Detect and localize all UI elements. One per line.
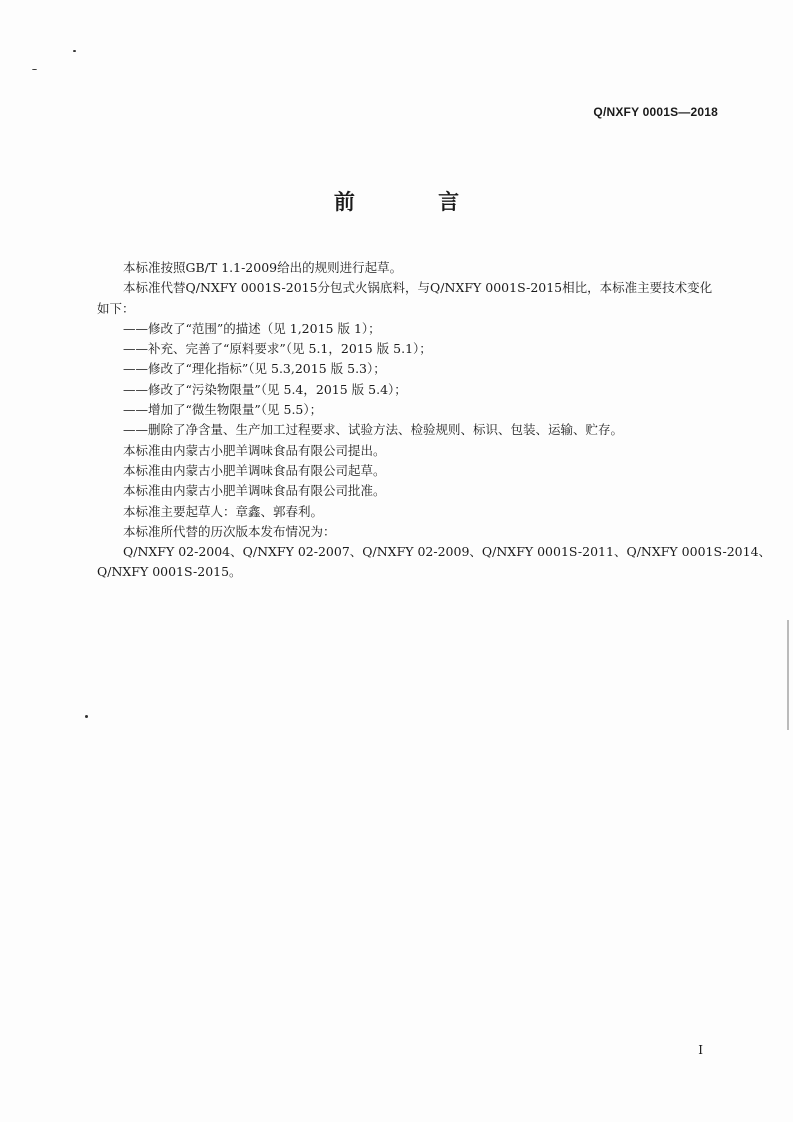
change-list-item: ——修改了“范围”的描述（见 1,2015 版 1）；: [123, 320, 381, 336]
change-list-item: ——增加了“微生物限量”（见 5.5）；: [123, 402, 323, 418]
page-number: I: [698, 1043, 703, 1057]
scan-speck: [73, 50, 76, 52]
change-list-item: ——删除了净含量、生产加工过程要求、试验方法、检验规则、标识、包装、运输、贮存。: [123, 422, 624, 438]
paragraph: 本标准所代替的历次版本发布情况为：: [123, 523, 336, 539]
paragraph: 本标准代替Q/NXFY 0001S-2015分包式火锅底料，与Q/NXFY 0001S-2015相比，本标准主要技术变化: [123, 280, 713, 296]
scan-speck: [85, 715, 88, 718]
paragraph: 本标准主要起草人：章鑫、郭春利。: [123, 503, 324, 519]
paragraph: 本标准由内蒙古小肥羊调味食品有限公司提出。: [123, 442, 386, 458]
scan-speck: [32, 69, 37, 70]
change-list-item: ——修改了“污染物限量”（见 5.4，2015 版 5.4）；: [123, 381, 407, 397]
change-list-item: ——补充、完善了“原料要求”（见 5.1，2015 版 5.1）；: [123, 341, 432, 357]
paragraph: 如下：: [97, 300, 135, 316]
foreword-body: [97, 258, 772, 583]
paragraph: 本标准由内蒙古小肥羊调味食品有限公司批准。: [123, 483, 386, 499]
paragraph: Q/NXFY 02-2004、Q/NXFY 02-2007、Q/NXFY 02-2009、Q/NXFY 0001S-2011、Q/NXFY 0001S-2014、: [123, 544, 772, 560]
standard-code: Q/NXFY 0001S—2018: [593, 105, 718, 119]
change-list-item: ——修改了“理化指标”（见 5.3,2015 版 5.3）；: [123, 361, 386, 377]
paragraph: 本标准按照GB/T 1.1-2009给出的规则进行起草。: [123, 260, 403, 275]
page-title: 前 言: [333, 190, 498, 214]
scan-edge-mark: [787, 620, 789, 730]
paragraph: Q/NXFY 0001S-2015。: [97, 564, 242, 580]
paragraph: 本标准由内蒙古小肥羊调味食品有限公司起草。: [123, 462, 386, 478]
